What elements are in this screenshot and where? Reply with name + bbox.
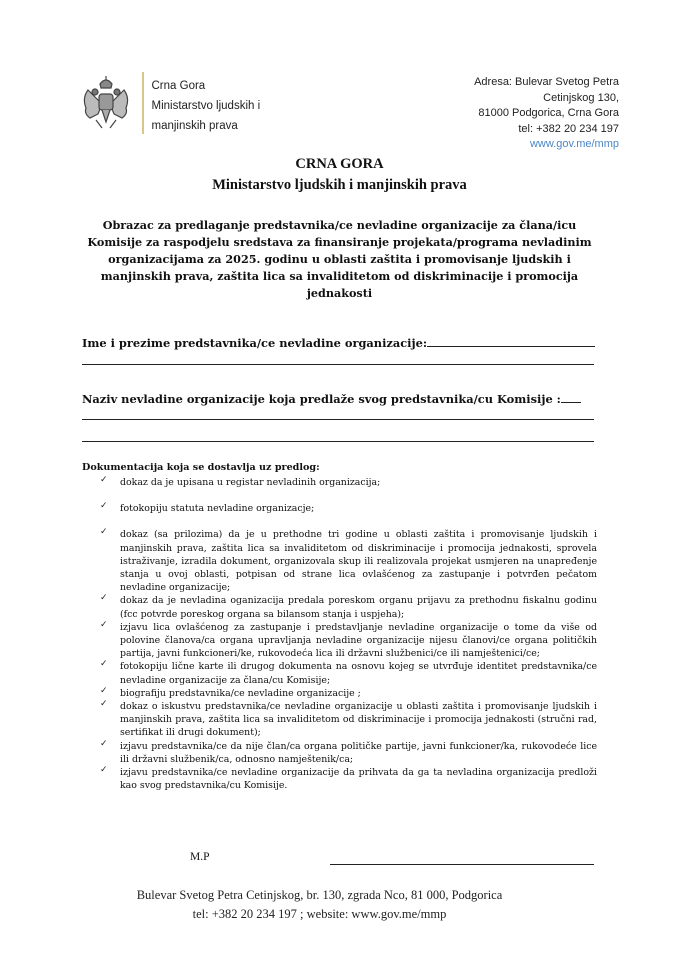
phone-line: tel: +382 20 234 197 [518,122,619,135]
list-item [100,594,597,620]
organization-name-label: Naziv nevladine organizacije koja predlaže svog predstavnika/cu Komisije : [82,392,561,406]
ministry-line: manjinskih prava [151,120,238,132]
check-mark-icon: ✓ [100,685,108,696]
list-item [100,700,597,740]
signature-line[interactable] [330,864,594,865]
list-item-text: izjavu lica ovlašćenog za zastupanje i predstavljanje nevladine organizacije o tome da više od polovine članova/ca organa upravljanja nevladine organizacije nijesu članovi/ce organa političkih partija, javni funkcioneri/ke, rukovodeća lica ili državni službenici/ce ili namještenici/ce; [120,621,597,660]
check-mark-icon: ✓ [100,659,108,670]
check-mark-icon: ✓ [100,501,108,512]
list-item-text: izjavu predstavnika/ce da nije član/ca organa političke partije, javni funkcioner/ka, rukovodeće lice ili državni službenik/ca, odnosno namještenik/ca; [120,740,597,765]
footer [0,886,679,924]
country-title: CRNA GORA [295,156,384,172]
form-title-line: Obrazac za predlaganje predstavnika/ce nevladine organizacije za člana/icu [102,218,577,232]
address-line: Adresa: Bulevar Svetog Petra [474,76,619,88]
ministry-header [78,72,260,136]
list-item [100,660,597,686]
check-mark-icon: ✓ [100,619,108,630]
check-mark-icon: ✓ [100,475,108,485]
ministry-line: Crna Gora [151,80,206,92]
representative-name-blank[interactable] [427,345,595,347]
ministry-line: Ministarstvo ljudskih i [151,100,261,112]
form-title-line: manjinskih prava, zaštita lica sa invaliditetom od diskriminacije i promocija [100,269,579,283]
list-item-text: dokaz (sa prilozima) da je u prethodne tri godine u oblasti zaštita i promovisanje ljudskih i manjinskih prava, zaštita lica sa invaliditetom od diskriminacije i promocija jednakosti, sprovela istraživanje, izradila dokument, organizovala skup ili realizovala projekat usmjeren na unapređenje stanja u ovoj oblasti, potpisan od strane lica ovlašćenog za zastupanje i potvrđen pečatom nevladine organizacije; [120,529,597,594]
representative-name-label: Ime i prezime predstavnika/ce nevladine organizacije: [82,336,428,350]
list-item [100,687,597,700]
footer-address: Bulevar Svetog Petra Cetinjskog, br. 130, zgrada Nco, 81 000, Podgorica [136,888,503,902]
website-link[interactable]: www.gov.me/mmp [529,138,619,150]
address-line: Cetinjskog 130, [543,91,619,104]
header-divider [142,72,144,134]
list-item-text: fotokopiju lične karte ili drugog dokumenta na osnovu kojeg se utvrđuje identitet predstavnika/ce nevladine organizacije za člana/cu Komisije; [120,661,597,686]
list-item-text: dokaz da je nevladina oganizacija predala poreskom organu prijavu za prethodnu fiskalnu godinu (fcc potvrde poreskog organa sa bilansom stanja i uspjeha); [120,595,597,620]
check-mark-icon: ✓ [100,527,108,538]
list-item [100,740,597,766]
representative-name-line[interactable] [82,364,594,365]
list-item [100,502,597,515]
coat-of-arms-icon [78,74,134,132]
address-line: 81000 Podgorica, Crna Gora [478,107,619,119]
check-mark-icon: ✓ [100,765,108,776]
form-title-line: organizacijama za 2025. godinu u oblasti zaštita i promovisanje ljudskih i [108,252,571,266]
organization-name-blank[interactable] [561,401,581,403]
list-item [100,621,597,661]
check-mark-icon: ✓ [100,699,108,710]
list-item-text: biografiju predstavnika/ce nevladine organizacije ; [120,687,361,699]
form-title [80,217,599,302]
list-item-text: dokaz o iskustvu predstavnika/ce nevladine organizacije u oblasti zaštita i promovisanje ljudskih i manjinskih prava, zaštita lica sa invaliditetom od diskriminacije i promocija jednakosti (stručni rad, sertifikat ili drugi dokument); [120,701,597,739]
address-block [474,75,619,153]
list-item-text: dokaz da je upisana u registar nevladinih organizacija; [120,477,381,488]
organization-name-line[interactable] [82,419,594,420]
list-item [100,528,597,594]
documentation-heading: Dokumentacija koja se dostavlja uz predlog: [82,462,320,473]
organization-name-line[interactable] [82,441,594,442]
check-mark-icon: ✓ [100,738,108,749]
representative-name-field [82,336,595,350]
check-mark-icon: ✓ [100,593,108,604]
list-item [100,766,597,792]
list-item [100,476,597,489]
organization-name-field [82,392,581,406]
documentation-list [100,476,597,792]
footer-contact: tel: +382 20 234 197 ; website: www.gov.me/mmp [192,907,447,921]
stamp-label: M.P [190,851,210,863]
ministry-title: Ministarstvo ljudskih i manjinskih prava [212,177,467,193]
form-title-line: jednakosti [306,286,373,300]
list-item-text: fotokopiju statuta nevladine organizacje; [120,503,315,515]
list-item-text: izjavu predstavnika/ce nevladine organizacije da prihvata da ga ta nevladina organizacija predloži kao svog predstavnika/cu Komisije. [120,767,597,792]
form-title-line: Komisije za raspodjelu sredstava za finansiranje projekata/programa nevladinim [87,235,592,249]
